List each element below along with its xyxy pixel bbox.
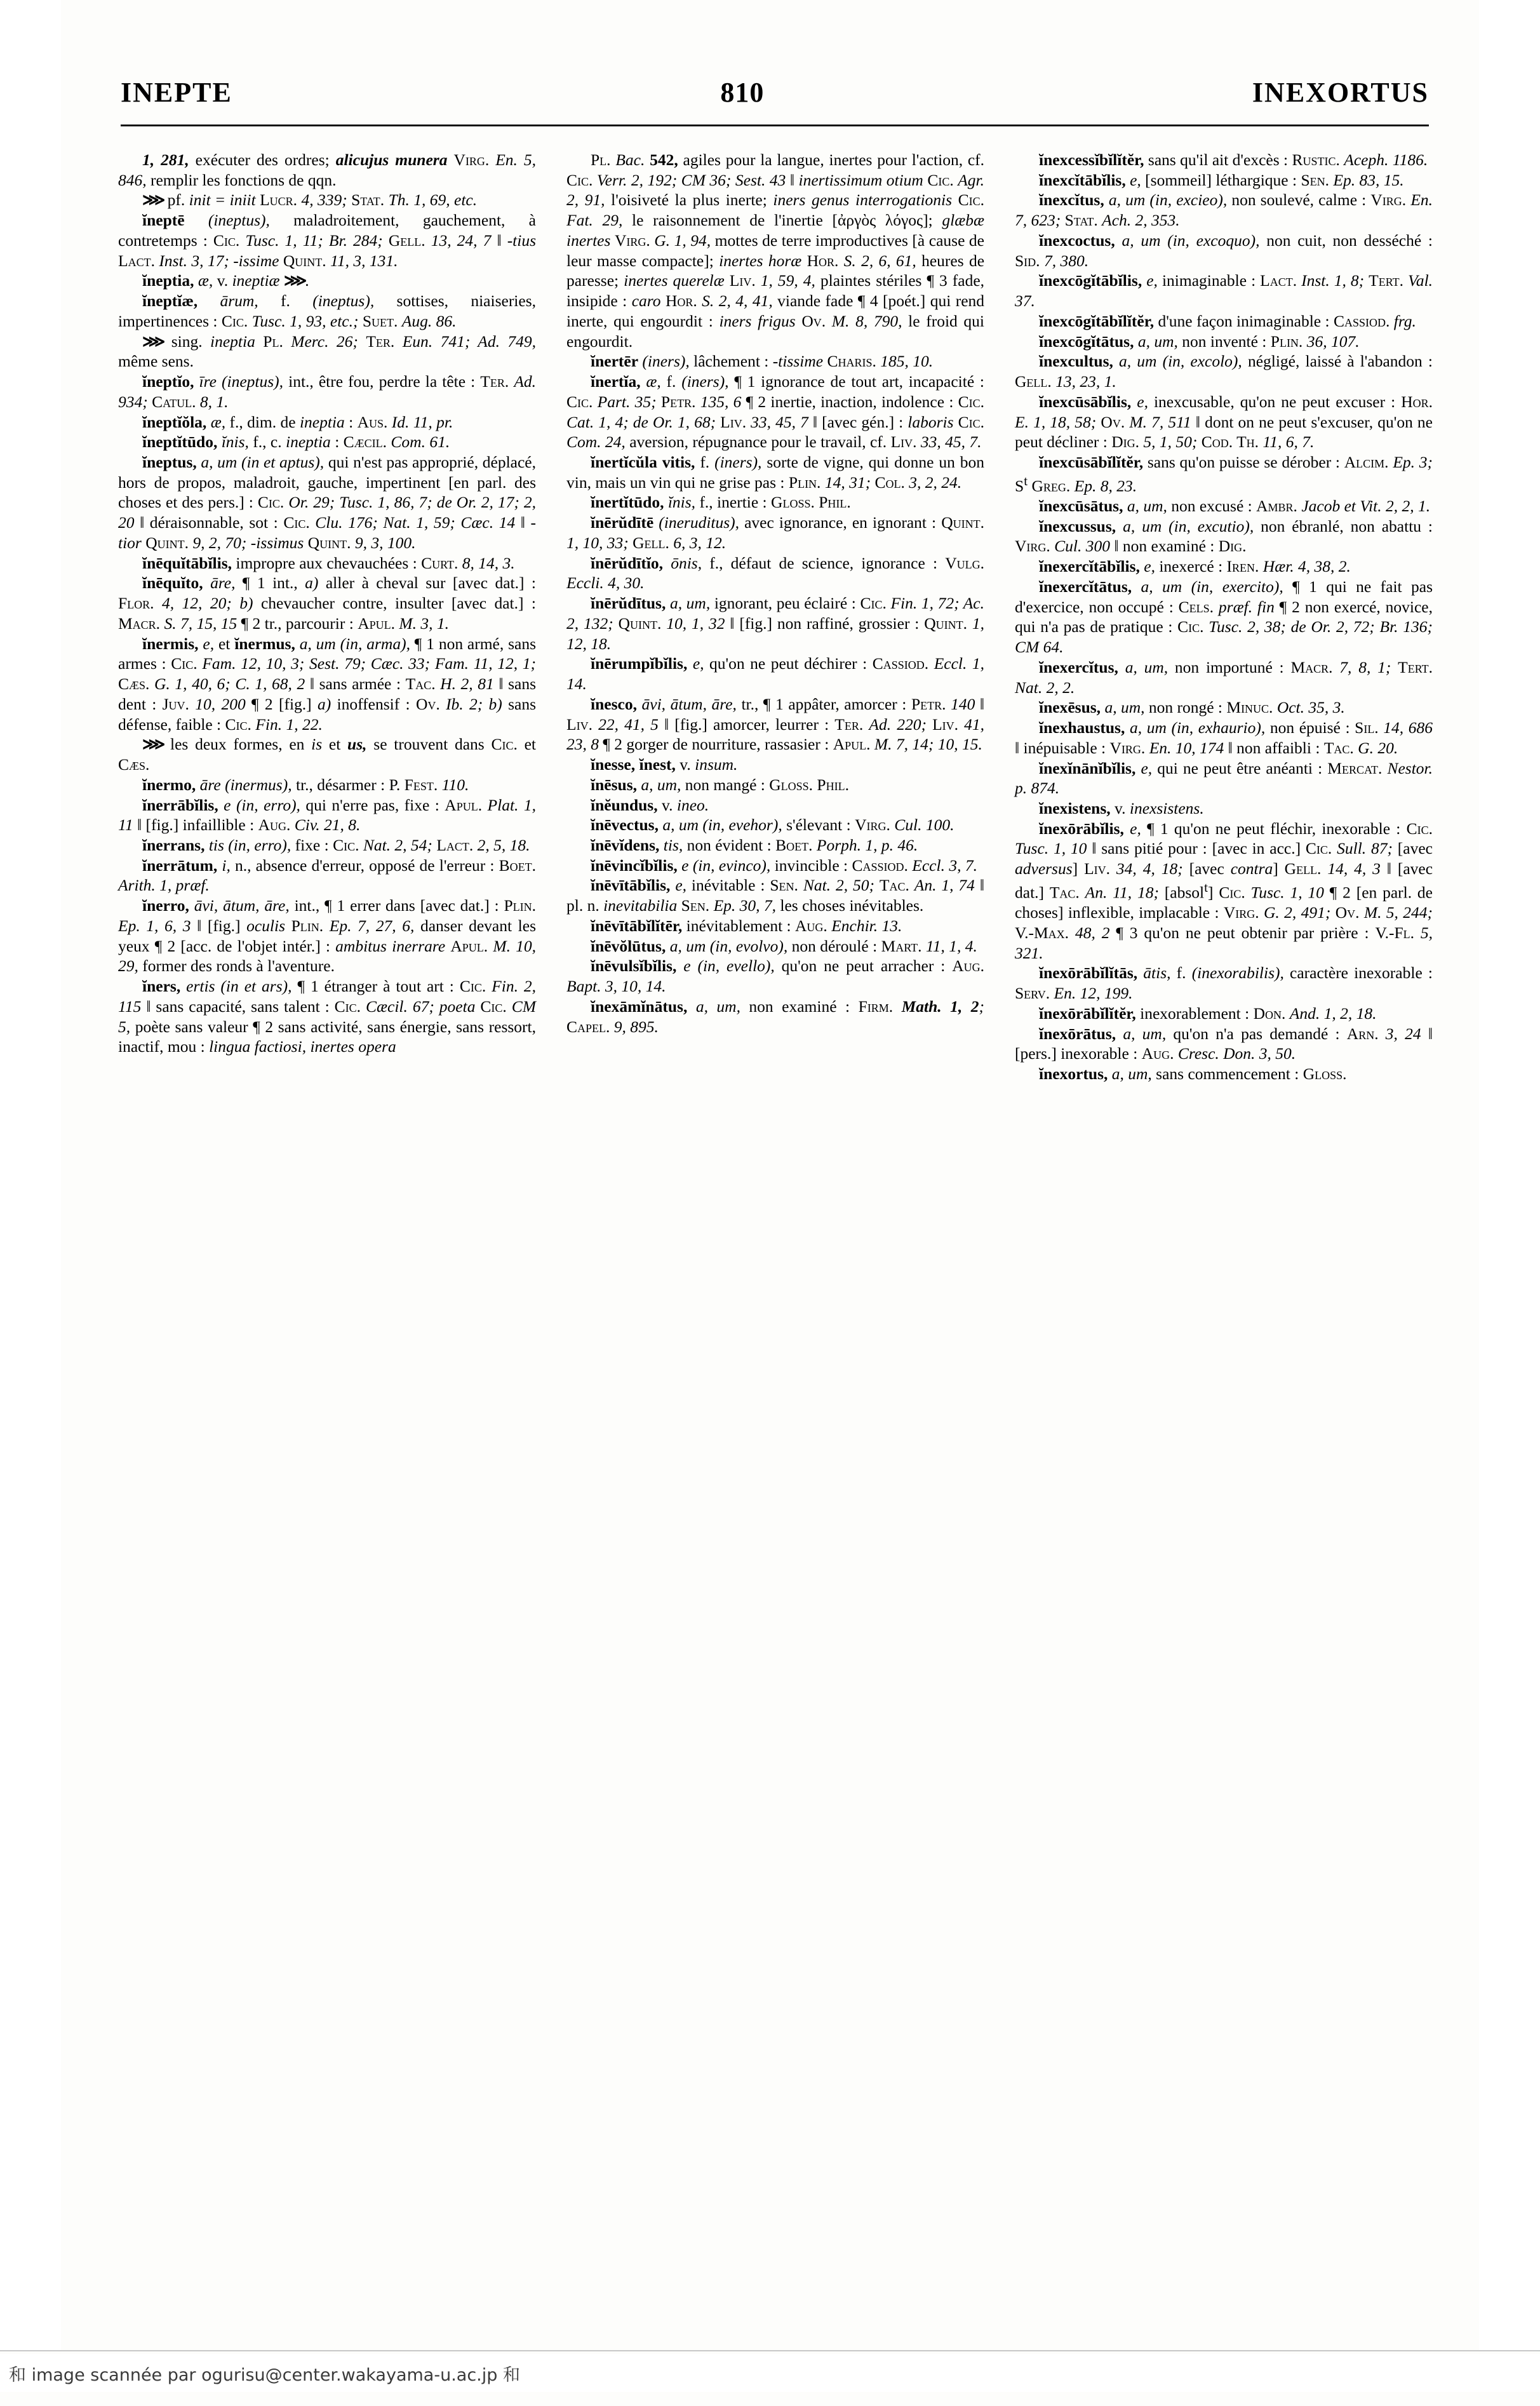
dictionary-entry: ĭnexcĭtus, a, um (in, excieo), non soulevé, calme : Virg. En. 7, 623; Stat. Ach. 2, 353.: [1015, 191, 1433, 230]
dictionary-entry: ĭnesco, āvi, ātum, āre, tr., ¶ 1 appâter, amorcer : Petr. 140 ‖ Liv. 22, 41, 5 ‖ [fig.] amorcer, leurrer : Ter. Ad. 220; Liv. 41, 23, 8 ¶ 2 gorger de nourriture, rassasier : Apul. M. 7, 14; 10, 15.: [566, 694, 985, 754]
dictionary-entry: ĭnexōrābĭlĭtās, ātis, f. (inexorabilis), caractère inexorable : Serv. En. 12, 199.: [1015, 964, 1433, 1003]
dictionary-entry: ĭnexercĭtābĭlis, e, inexercé : Iren. Hær. 4, 38, 2.: [1039, 557, 1351, 576]
dictionary-entry: ĭnerrātum, i, n., absence d'erreur, opposé de l'erreur : Boet. Arith. 1, præf.: [118, 856, 536, 895]
dictionary-entry: ĭnexcessĭbĭlĭtĕr, sans qu'il ait d'excès : Rustic. Aceph. 1186.: [1039, 151, 1428, 169]
dictionary-entry: ĭnexāmĭnātus, a, um, non examiné : Firm. Math. 1, 2; Capel. 9, 895.: [566, 997, 984, 1036]
dictionary-entry: ĭnĕundus, v. ineo.: [591, 795, 709, 814]
dictionary-entry: ĭnexhaustus, a, um (in, exhaurio), non épuisé : Sil. 14, 686 ‖ inépuisable : Virg. En. 10, 174 ‖ non affaibli : Tac. G. 20.: [1015, 718, 1433, 757]
header-right-guideword: INEXORTUS: [1252, 77, 1429, 108]
dictionary-entry: ĭnexistens, v. inexsistens.: [1039, 799, 1204, 817]
dictionary-entry: ĭneptē (ineptus), maladroitement, gauchement, à contretemps : Cic. Tusc. 1, 11; Br. 284; Gell. 13, 24, 7 ‖ -tius Lact. Inst. 3, 17; -issime Quint. 11, 3, 131.: [118, 211, 537, 270]
dictionary-entry: ĭneptia, æ, v. ineptiæ ⋙.: [142, 271, 309, 290]
dictionary-entry: Pl. Bac. 542, agiles pour la langue, inertes pour l'action, cf. Cic. Verr. 2, 192; CM 36; Sest. 43 ‖ inertissimum otium Cic. Agr. 2, 91, l'oisiveté la plus inerte; iners genus interrogationis Cic. Fat. 29, le raisonnement de l'inertie [ἀργὸς λόγος]; glæbæ inertes Virg. G. 1, 94, mottes de terre improductives [à cause de leur masse compacte]; inertes horæ Hor. S. 2, 6, 61, heures de paresse; inertes querelæ Liv. 1, 59, 4, plaintes stériles ¶ 3 fade, insipide : caro Hor. S. 2, 4, 41, viande fade ¶ 4 [poét.] qui rend inerte, qui engourdit : iners frigus Ov. M. 8, 790, le froid qui engourdit.: [566, 151, 985, 351]
dictionary-entry: ĭnesse, ĭnest, v. insum.: [591, 755, 738, 774]
dictionary-entry: ĭnērumpĭbĭlis, e, qu'on ne peut déchirer : Cassiod. Eccl. 1, 14.: [566, 654, 984, 694]
dictionary-entry: ĭneptĭŏla, æ, f., dim. de ineptia : Aus. Id. 11, pr.: [142, 412, 453, 431]
dictionary-entry: ĭnēquĭto, āre, ¶ 1 int., a) aller à cheval sur [avec dat.] : Flor. 4, 12, 20; b) chevaucher contre, insulter [avec dat.] : Macr. S. 7, 15, 15 ¶ 2 tr., parcourir : Apul. M. 3, 1.: [118, 574, 537, 633]
dictionary-entry: ĭnēvulsĭbĭlis, e (in, evello), qu'on ne peut arracher : Aug. Bapt. 3, 10, 14.: [566, 957, 985, 996]
dictionary-entry: ĭnertĭtūdo, ĭnis, f., inertie : Gloss. Phil.: [591, 493, 851, 512]
dictionary-entry: ĭnexcĭtābĭlis, e, [sommeil] léthargique : Sen. Ep. 83, 15.: [1039, 170, 1404, 189]
scan-credit: 和 image scannée par ogurisu@center.wakayama-u.ac.jp 和: [0, 2354, 1540, 2392]
dictionary-entry: ĭnexōrābĭlĭtĕr, inexorablement : Don. And. 1, 2, 18.: [1039, 1004, 1377, 1023]
dictionary-entry: ĭnexcōgĭtābĭlĭtĕr, d'une façon inimaginable : Cassiod. frg.: [1039, 311, 1416, 330]
page-margin-right: [1479, 0, 1540, 2350]
dictionary-entry: ĭnēvincĭbĭlis, e (in, evinco), invincible : Cassiod. Eccl. 3, 7.: [591, 856, 977, 875]
dictionary-entry: ĭnexcoctus, a, um (in, excoquo), non cuit, non desséché : Sid. 7, 380.: [1015, 231, 1433, 270]
dictionary-entry: ĭnēvĭdens, tis, non évident : Boet. Porph. 1, p. 46.: [591, 835, 918, 854]
dictionary-entry: ĭnexōrātus, a, um, qu'on n'a pas demandé : Arn. 3, 24 ‖ [pers.] inexorable : Aug. Cresc. Don. 3, 50.: [1015, 1024, 1433, 1063]
dictionary-entry: ĭnēvītābĭlis, e, inévitable : Sen. Nat. 2, 50; Tac. An. 1, 74 ‖ pl. n. inevitabilia Sen. Ep. 30, 7, les choses inévitables.: [566, 876, 984, 915]
dictionary-entry: ĭnērŭdītē (ineruditus), avec ignorance, en ignorant : Quint. 1, 10, 33; Gell. 6, 3, 12.: [566, 513, 984, 552]
dictionary-entry: ĭneptĭo, īre (ineptus), int., être fou, perdre la tête : Ter. Ad. 934; Catul. 8, 1.: [118, 372, 537, 411]
dictionary-entry: ĭnēsus, a, um, non mangé : Gloss. Phil.: [591, 775, 849, 794]
dictionary-entry: ĭnexcūsābĭlĭtĕr, sans qu'on puisse se dérober : Alcim. Ep. 3; $S^t$ Greg. Ep. 8, 23.: [1015, 453, 1433, 495]
dictionary-column-2: [566, 150, 984, 2322]
dictionary-column-1: [118, 150, 536, 2322]
dictionary-entry: ĭnexercĭtātus, a, um (in, exercito), ¶ 1 qui ne fait pas d'exercice, non occupé : Cels. præf. fin ¶ 2 non exercé, novice, qui n'a pas de pratique : Cic. Tusc. 2, 38; de Or. 2, 72; Br. 136; CM 64.: [1015, 577, 1433, 657]
dictionary-entry: ⋙ les deux formes, en is et us, se trouvent dans Cic. et Cæs.: [118, 735, 537, 774]
dictionary-column-3: [1015, 150, 1433, 2322]
page-header: [121, 76, 1429, 126]
dictionary-entry: ĭnexortus, a, um, sans commencement : Gloss.: [1039, 1065, 1347, 1084]
dictionary-entry: ĭneptĭtūdo, ĭnis, f., c. ineptia : Cæcil. Com. 61.: [142, 433, 450, 452]
dictionary-entry: ĭnertĭa, æ, f. (iners), ¶ 1 ignorance de tout art, incapacité : Cic. Part. 35; Petr. 135, 6 ¶ 2 inertie, inaction, indolence : Cic. Cat. 1, 4; de Or. 1, 68; Liv. 33, 45, 7 ‖ [avec gén.] : laboris Cic. Com. 24, aversion, répugnance pour le travail, cf. Liv. 33, 45, 7.: [566, 372, 985, 452]
header-divider: [121, 124, 1429, 126]
header-left-guideword: INEPTE: [121, 77, 232, 108]
dictionary-entry: ĭneptus, a, um (in et aptus), qui n'est pas approprié, déplacé, hors de propos, maladroit, gauche, impertinent [en parl. des choses et des pers.] : Cic. Or. 29; Tusc. 1, 86, 7; de Or. 2, 17; 2, 20 ‖ déraisonnable, sot : Cic. Clu. 176; Nat. 1, 59; Cæc. 14 ‖ -tior Quint. 9, 2, 70; -issimus Quint. 9, 3, 100.: [118, 453, 536, 552]
dictionary-entry: ⋙ pf. init = iniit Lucr. 4, 339; Stat. Th. 1, 69, etc.: [142, 191, 478, 210]
dictionary-entry: ĭnexcūsābĭlis, e, inexcusable, qu'on ne peut excuser : Hor. E. 1, 18, 58; Ov. M. 7, 511 ‖ dont on ne peut s'excuser, qu'on ne peut décliner : Dig. 5, 1, 50; Cod. Th. 11, 6, 7.: [1015, 392, 1433, 452]
dictionary-entry: ĭnerrans, tis (in, erro), fixe : Cic. Nat. 2, 54; Lact. 2, 5, 18.: [142, 835, 530, 854]
dictionary-entry: ĭnēvectus, a, um (in, evehor), s'élevant : Virg. Cul. 100.: [591, 816, 954, 835]
footer-divider: [0, 2350, 1540, 2351]
dictionary-entry: ĭnēvŏlūtus, a, um (in, evolvo), non déroulé : Mart. 11, 1, 4.: [591, 936, 977, 955]
dictionary-entry: ĭnērŭdītĭo, ōnis, f., défaut de science, ignorance : Vulg. Eccli. 4, 30.: [566, 553, 985, 593]
dictionary-entry: ĭnexcultus, a, um (in, excolo), négligé, laissé à l'abandon : Gell. 13, 23, 1.: [1015, 352, 1433, 391]
dictionary-entry: ĭnerro, āvi, ātum, āre, int., ¶ 1 errer dans [avec dat.] : Plin. Ep. 1, 6, 3 ‖ [fig.] oculis Plin. Ep. 7, 27, 6, danser devant les yeux ¶ 2 [acc. de l'objet intér.] : ambitus inerrare Apul. M. 10, 29, former des ronds à l'aventure.: [118, 896, 537, 976]
dictionary-entry: ĭnēquĭtābĭlis, impropre aux chevauchées : Curt. 8, 14, 3.: [142, 553, 515, 572]
dictionary-entry: ĭneptĭæ, ārum, f. (ineptus), sottises, niaiseries, impertinences : Cic. Tusc. 1, 93, etc.; Suet. Aug. 86.: [118, 292, 537, 330]
dictionary-entry: ĭnēvītābĭlĭtēr, inévitablement : Aug. Enchir. 13.: [591, 916, 902, 935]
dictionary-entry: ĭnermo, āre (inermus), tr., désarmer : P. Fest. 110.: [142, 775, 469, 794]
dictionary-entry: ĭnexōrābĭlis, e, ¶ 1 qu'on ne peut fléchir, inexorable : Cic. Tusc. 1, 10 ‖ sans pitié pour : [avec in acc.] Cic. Sull. 87; [avec adversus] Liv. 34, 4, 18; [avec contra] Gell. 14, 4, 3 ‖ [avec dat.] Tac. An. 11, 18; [absol$^t$] Cic. Tusc. 1, 10 ¶ 2 [en parl. de choses] inflexible, implacable : Virg. G. 2, 491; Ov. M. 5, 244; V.-Max. 48, 2 ¶ 3 qu'on ne peut obtenir par prière : V.-Fl. 5, 321.: [1015, 819, 1433, 962]
dictionary-entry: 1, 281, exécuter des ordres; alicujus munera Virg. En. 5, 846, remplir les fonctions de qqn.: [118, 151, 537, 189]
dictionary-entry: ĭnerrābĭlis, e (in, erro), qui n'erre pas, fixe : Apul. Plat. 1, 11 ‖ [fig.] infaillible : Aug. Civ. 21, 8.: [118, 795, 536, 835]
dictionary-entry: ĭnexĭnānĭbĭlis, e, qui ne peut être anéanti : Mercat. Nestor. p. 874.: [1015, 758, 1433, 798]
dictionary-entry: ⋙ sing. ineptia Pl. Merc. 26; Ter. Eun. 741; Ad. 749, même sens.: [118, 332, 537, 371]
dictionary-entry: ĭnexcussus, a, um (in, excutio), non ébranlé, non abattu : Virg. Cul. 300 ‖ non examiné : Dig.: [1015, 516, 1433, 556]
dictionary-entry: ĭnērŭdītus, a, um, ignorant, peu éclairé : Cic. Fin. 1, 72; Ac. 2, 132; Quint. 10, 1, 32 ‖ [fig.] non raffiné, grossier : Quint. 1, 12, 18.: [566, 594, 984, 653]
dictionary-entry: ĭnexercĭtus, a, um, non importuné : Macr. 7, 8, 1; Tert. Nat. 2, 2.: [1015, 657, 1433, 697]
dictionary-entry: ĭnexcōgĭtātus, a, um, non inventé : Plin. 36, 107.: [1039, 332, 1360, 351]
page-margin-left: [0, 0, 61, 2350]
text-columns: [118, 150, 1433, 2322]
dictionary-entry: ĭnexēsus, a, um, non rongé : Minuc. Oct. 35, 3.: [1039, 698, 1345, 717]
dictionary-entry: ĭnermis, e, et ĭnermus, a, um (in, arma), ¶ 1 non armé, sans armes : Cic. Fam. 12, 10, 3; Sest. 79; Cæc. 33; Fam. 11, 12, 1; Cæs. G. 1, 40, 6; C. 1, 68, 2 ‖ sans armée : Tac. H. 2, 81 ‖ sans dent : Juv. 10, 200 ¶ 2 [fig.] a) inoffensif : Ov. Ib. 2; b) sans défense, faible : Cic. Fin. 1, 22.: [118, 634, 537, 734]
dictionary-entry: ĭnexcōgĭtābĭlis, e, inimaginable : Lact. Inst. 1, 8; Tert. Val. 37.: [1015, 271, 1433, 311]
dictionary-entry: ĭnexcūsātus, a, um, non excusé : Ambr. Jacob et Vit. 2, 2, 1.: [1039, 496, 1431, 515]
dictionary-entry: ĭnertēr (iners), lâchement : -tissime Charis. 185, 10.: [591, 352, 934, 371]
dictionary-entry: ĭnertĭcŭla vitis, f. (iners), sorte de vigne, qui donne un bon vin, mais un vin qui ne grise pas : Plin. 14, 31; Col. 3, 2, 24.: [566, 453, 984, 492]
page-number: 810: [720, 77, 765, 108]
dictionary-entry: ĭners, ertis (in et ars), ¶ 1 étranger à tout art : Cic. Fin. 2, 115 ‖ sans capacité, sans talent : Cic. Cæcil. 67; poeta Cic. CM 5, poète sans valeur ¶ 2 sans activité, sans énergie, sans ressort, inactif, mou : lingua factiosi, inertes opera: [118, 977, 537, 1056]
